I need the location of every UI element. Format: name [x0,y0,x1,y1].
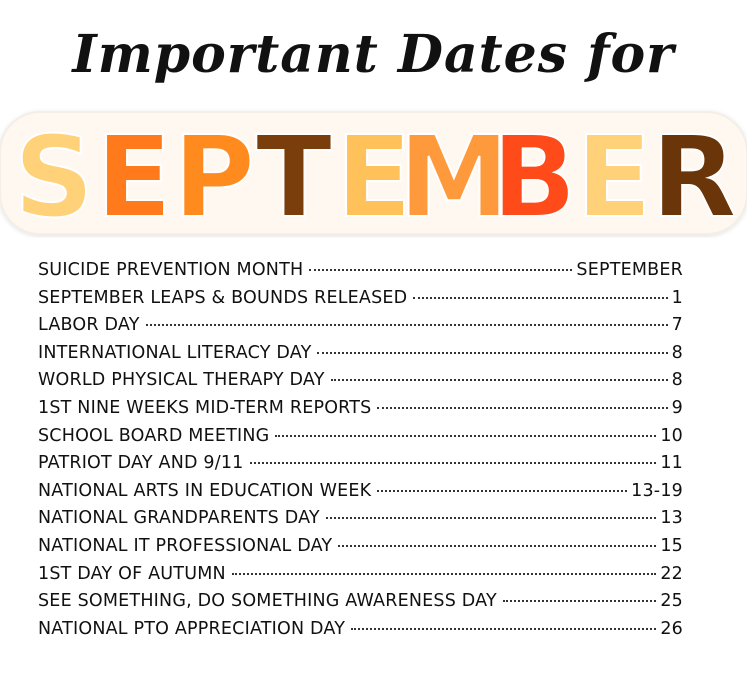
month-letter: M [398,113,510,238]
dotted-leader [317,352,667,354]
dotted-leader [250,462,657,464]
dotted-leader [338,545,656,547]
event-date: 7 [671,315,683,336]
month-letter: E [335,113,413,238]
date-row [38,481,683,509]
date-row [38,619,683,647]
event-name: SEE SOMETHING, DO SOMETHING AWARENESS DAY [38,591,497,612]
event-name: SEPTEMBER LEAPS & BOUNDS RELEASED [38,287,408,308]
dotted-leader [377,490,627,492]
dotted-leader [326,517,657,519]
event-name: 1ST DAY OF AUTUMN [38,563,226,584]
month-banner-graphic [0,108,747,238]
event-name: LABOR DAY [38,315,140,336]
date-row [38,591,683,619]
event-name: SCHOOL BOARD MEETING [38,425,270,446]
date-row [38,343,683,371]
month-letter: B [491,113,577,238]
date-row [38,260,683,288]
event-date: 1 [671,287,683,308]
event-date: 15 [660,535,683,556]
dotted-leader [413,297,667,299]
event-name: NATIONAL GRANDPARENTS DAY [38,508,320,529]
date-row [38,453,683,481]
date-row [38,564,683,592]
event-name: NATIONAL PTO APPRECIATION DAY [38,618,346,639]
dotted-leader [377,407,667,409]
date-row [38,315,683,343]
date-row [38,370,683,398]
dotted-leader [275,435,656,437]
month-letter: E [95,113,173,238]
event-name: NATIONAL ARTS IN EDUCATION WEEK [38,480,372,501]
important-dates-list [38,260,683,646]
event-date: 8 [671,370,683,391]
event-date: 10 [660,425,683,446]
event-date: 13 [660,508,683,529]
date-row [38,426,683,454]
dotted-leader [309,269,572,271]
event-name: 1ST NINE WEEKS MID-TERM REPORTS [38,397,372,418]
dotted-leader [331,379,668,381]
month-letter: P [172,113,256,238]
date-row [38,508,683,536]
event-date: 13-19 [631,480,683,501]
page-title: Important Dates for [72,24,675,85]
event-name: PATRIOT DAY AND 9/11 [38,453,244,474]
event-date: 9 [671,397,683,418]
event-name: NATIONAL IT PROFESSIONAL DAY [38,535,333,556]
event-name: INTERNATIONAL LITERACY DAY [38,342,312,363]
event-date: SEPTEMBER [576,260,683,280]
dotted-leader [503,600,656,602]
event-date: 8 [671,342,683,363]
dotted-leader [146,324,668,326]
dotted-leader [232,573,657,575]
month-letter: T [255,113,333,238]
event-date: 26 [660,618,683,639]
event-name: SUICIDE PREVENTION MONTH [38,260,304,280]
event-date: 22 [660,563,683,584]
dotted-leader [351,628,656,630]
month-letters [14,113,737,238]
event-date: 11 [660,453,683,474]
month-banner [0,108,747,238]
date-row [38,536,683,564]
event-name: WORLD PHYSICAL THERAPY DAY [38,370,325,391]
date-row [38,288,683,316]
month-letter: E [575,113,653,238]
month-letter: S [13,113,95,238]
date-row [38,398,683,426]
event-date: 25 [660,591,683,612]
month-letter: R [650,113,738,238]
